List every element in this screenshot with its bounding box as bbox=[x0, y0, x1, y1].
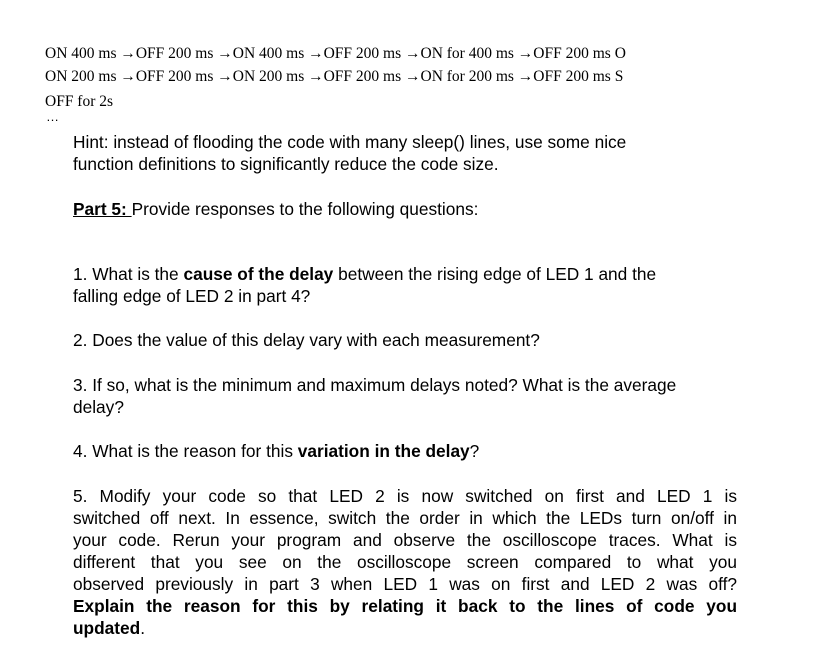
question-1-prefix: 1. What is the bbox=[73, 264, 184, 284]
question-5-bold-line-1: Explain the reason for this by relating it back to the lines of code you bbox=[73, 596, 737, 616]
question-5-end: . bbox=[140, 618, 146, 638]
question-4-prefix: 4. What is the reason for this bbox=[73, 441, 298, 461]
pattern-line-2-text: ON 200 ms →OFF 200 ms →ON 200 ms →OFF 200 ms →ON for 200 ms →OFF 200 ms S bbox=[45, 68, 624, 85]
question-1-rest: between the rising edge of LED 1 and the bbox=[333, 264, 657, 284]
question-1-line-2: falling edge of LED 2 in part 4? bbox=[73, 286, 311, 306]
pattern-line-1 bbox=[45, 42, 626, 65]
ellipsis: … bbox=[46, 109, 59, 124]
question-4-suffix: ? bbox=[469, 441, 480, 461]
question-5-line-5-text: observed previously in part 3 when LED 1 was on first and LED 2 was off? bbox=[73, 574, 737, 594]
question-5-line-2-text: switched off next. In essence, switch the order in which the LEDs turn on/off in bbox=[73, 508, 737, 528]
part5-text: Provide responses to the following questions: bbox=[131, 199, 479, 219]
pattern-line-1-text: ON 400 ms →OFF 200 ms →ON 400 ms →OFF 200 ms →ON for 400 ms →OFF 200 ms O bbox=[45, 45, 626, 62]
part5-label: Part 5: bbox=[73, 199, 132, 219]
question-5-line-1 bbox=[73, 486, 737, 508]
question-5-line-3-text: your code. Rerun your program and observe the oscilloscope traces. What is bbox=[73, 530, 737, 550]
pattern-line-2 bbox=[45, 65, 623, 88]
hint-line-1: Hint: instead of flooding the code with many sleep() lines, use some nice bbox=[73, 132, 627, 152]
question-3-line-2: delay? bbox=[73, 397, 124, 417]
question-5-line-1-text: 5. Modify your code so that LED 2 is now switched on first and LED 1 is bbox=[73, 486, 737, 506]
question-4-bold: variation in the delay bbox=[297, 441, 470, 461]
question-5-line-3 bbox=[73, 530, 737, 552]
question-5-bold-line-2: updated bbox=[73, 618, 141, 638]
question-3-line-1: 3. If so, what is the minimum and maximum delays noted? What is the average bbox=[73, 375, 677, 395]
question-5-line-6 bbox=[73, 596, 737, 618]
question-5-line-2 bbox=[73, 508, 737, 530]
part5-heading bbox=[73, 199, 737, 221]
question-5-line-4 bbox=[73, 552, 737, 574]
pattern-line-3-text: OFF for 2s bbox=[45, 93, 114, 110]
question-1-line-1 bbox=[73, 264, 737, 286]
question-2: 2. Does the value of this delay vary with each measurement? bbox=[73, 330, 540, 350]
question-5-line-4-text: different that you see on the oscilloscope screen compared to what you bbox=[73, 552, 737, 572]
question-1-bold: cause of the delay bbox=[183, 264, 334, 284]
question-4 bbox=[73, 441, 737, 463]
question-5-line-5 bbox=[73, 574, 737, 596]
hint-line-2: function definitions to significantly reduce the code size. bbox=[73, 154, 499, 174]
question-5-line-7 bbox=[73, 618, 737, 640]
